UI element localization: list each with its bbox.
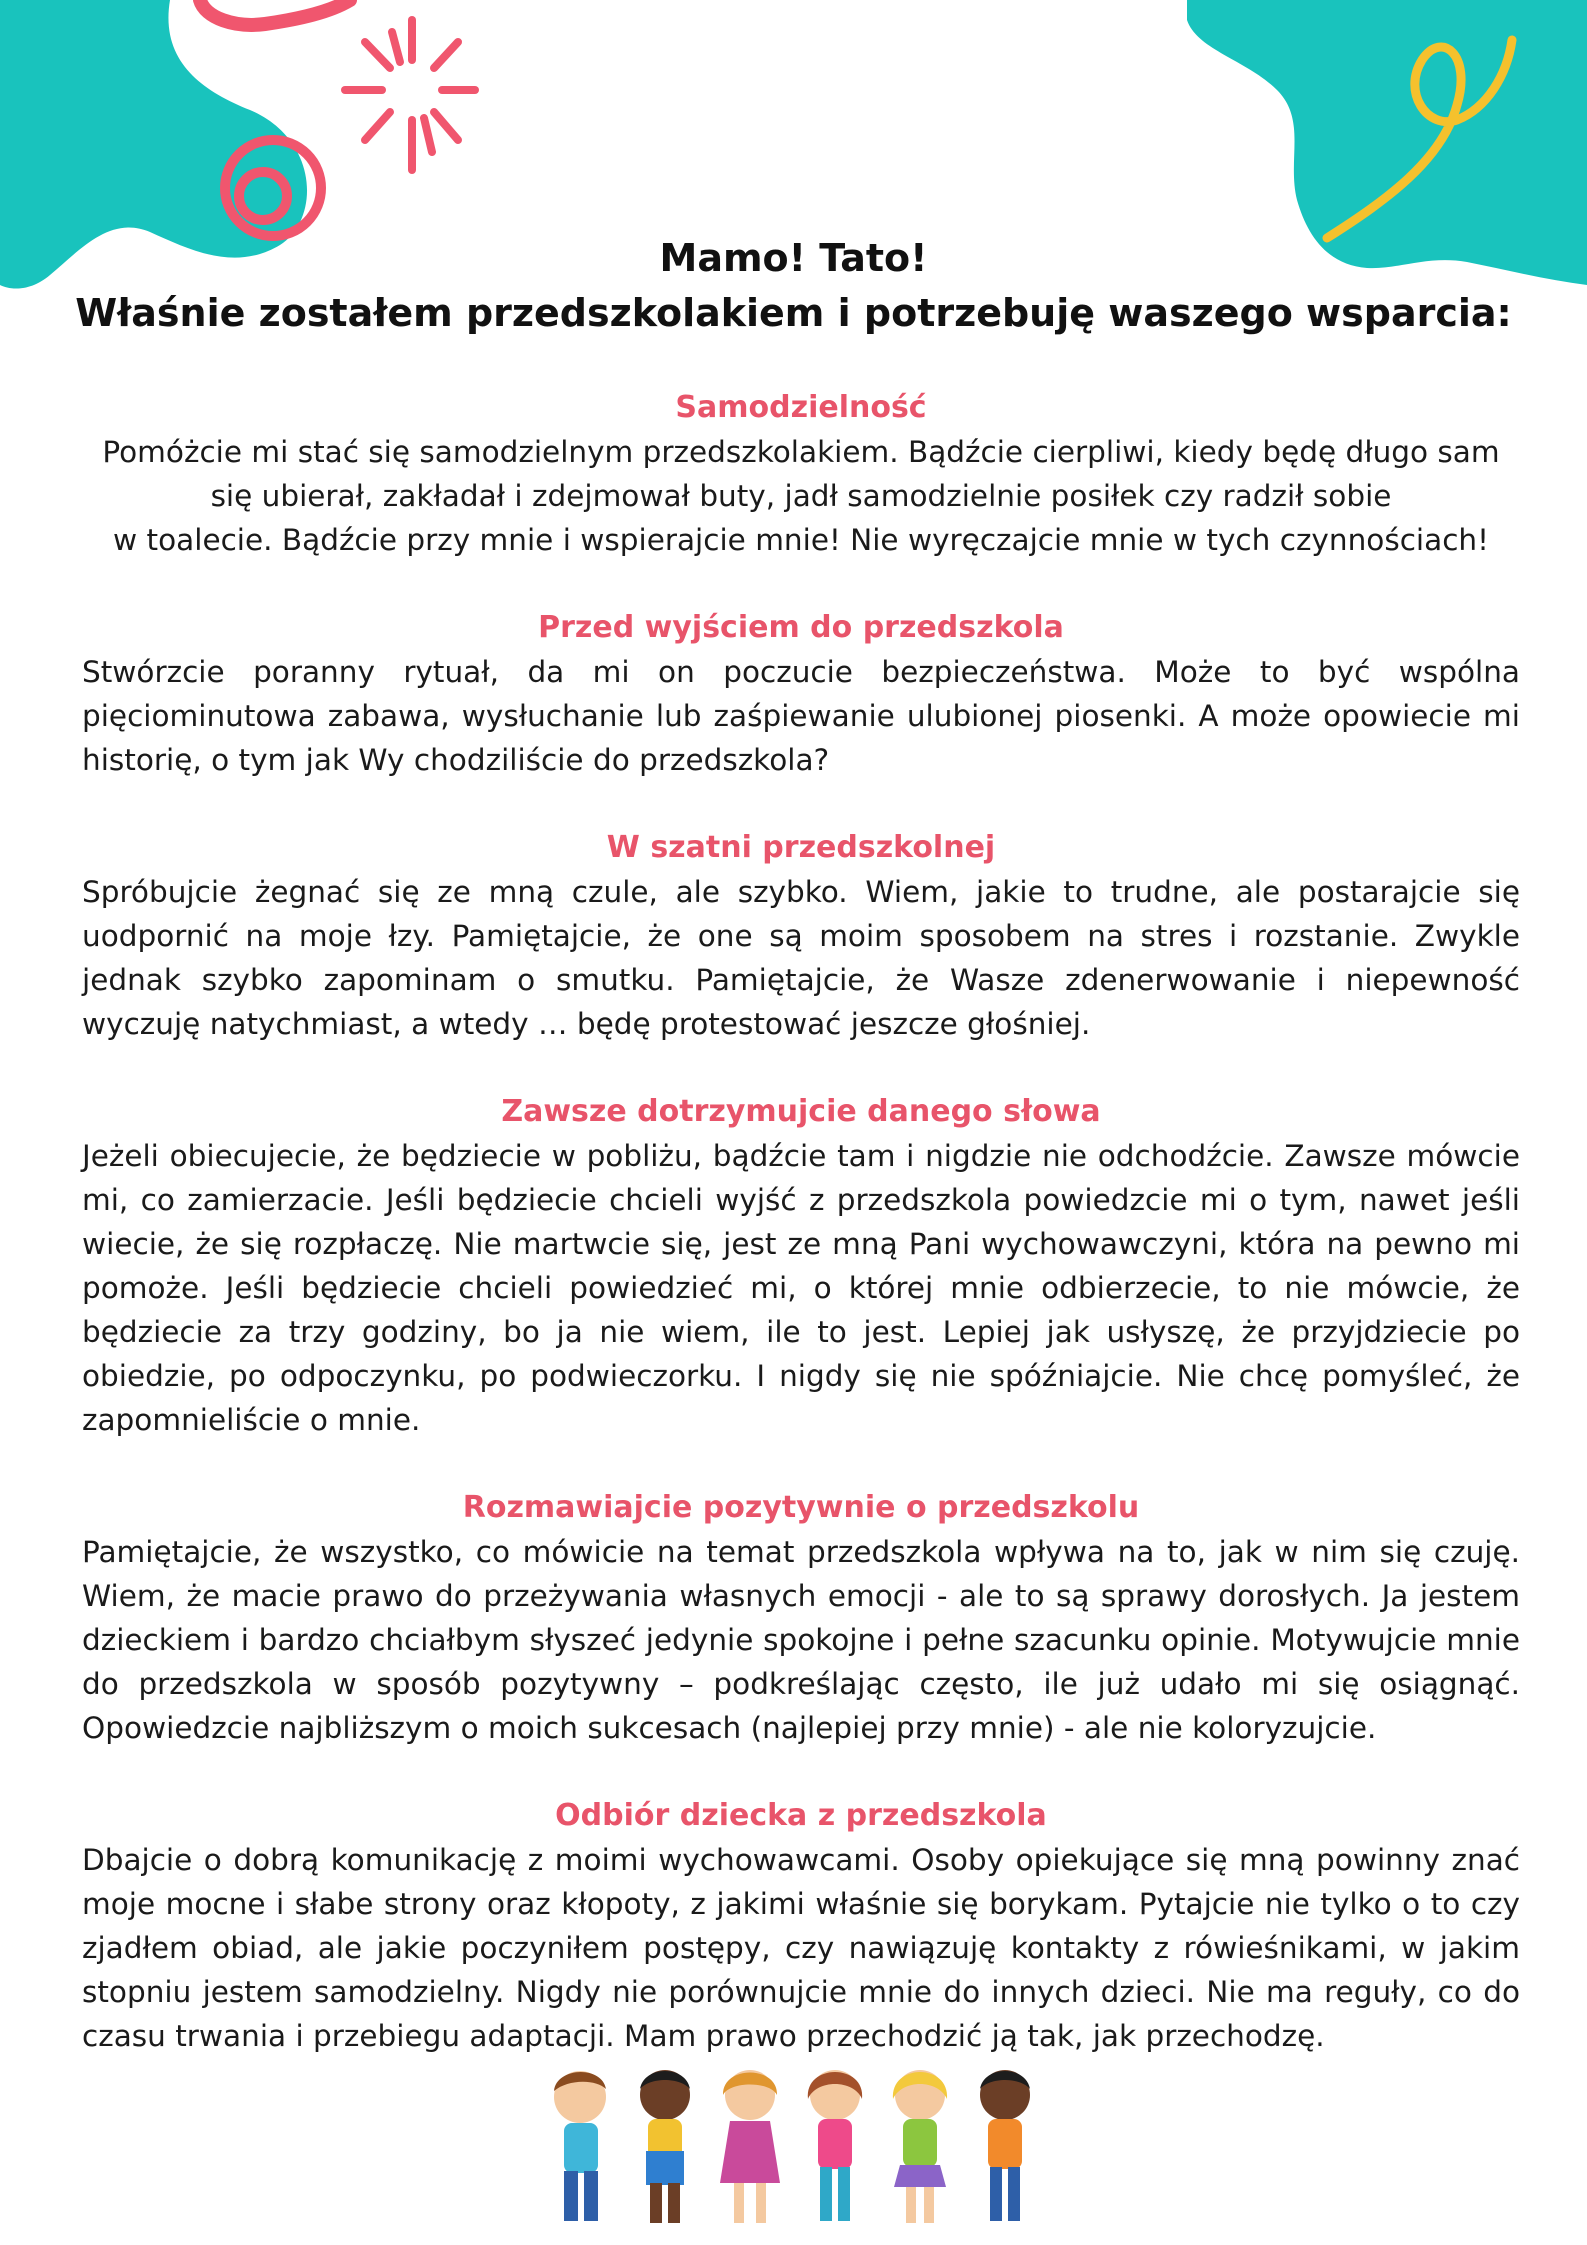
section-rozmawiajcie-pozytywnie [82, 1486, 1520, 1750]
section-heading: Odbiór dziecka z przedszkola [555, 1798, 1047, 1833]
paragraph-line: historię, o tym jak Wy chodziliście do przedszkola? [82, 743, 830, 777]
section-heading: Samodzielność [675, 390, 927, 425]
paragraph-line: pięciominutowa zabawa, wysłuchanie lub zaśpiewanie ulubionej piosenki. A może opowiecie mi [82, 699, 1520, 733]
paragraph-line: do przedszkola w sposób pozytywny – podkreślając często, ile już udało mi się osiągnąć. [82, 1667, 1520, 1701]
child-figure [808, 2070, 862, 2221]
paragraph-line: Spróbujcie żegnać się ze mną czule, ale szybko. Wiem, jakie to trudne, ale postarajcie się [82, 875, 1520, 909]
paragraph-line: Wiem, że macie prawo do przeżywania własnych emocji - ale to są sprawy dorosłych. Ja jestem [82, 1579, 1520, 1613]
child-figure [554, 2071, 606, 2221]
section-heading: Rozmawiajcie pozytywnie o przedszkolu [462, 1490, 1140, 1525]
paragraph-line: w toalecie. Bądźcie przy mnie i wspierajcie mnie! Nie wyręczajcie mnie w tych czynnościach! [113, 523, 1489, 557]
paragraph-line: zapomnieliście o mnie. [82, 1403, 421, 1437]
paragraph-line: Dbajcie o dobrą komunikację z moimi wychowawcami. Osoby opiekujące się mną powinny znać [82, 1843, 1520, 1877]
paragraph-line: zjadłem obiad, ale jakie poczyniłem postępy, czy nawiązuję kontakty z rówieśnikami, w jakim [82, 1931, 1520, 1965]
child-figure [893, 2070, 947, 2223]
paragraph-line: Stwórzcie poranny rytuał, da mi on poczucie bezpieczeństwa. Może to być wspólna [82, 655, 1520, 689]
section-odbior-dziecka [82, 1794, 1520, 2058]
section-dotrzymujcie-slowa [82, 1090, 1520, 1442]
paragraph-line: obiedzie, po odpoczynku, po podwieczorku. I nigdy się nie spóźniajcie. Nie chcę pomyśleć, że [82, 1359, 1520, 1393]
child-figure [640, 2070, 690, 2223]
paragraph-line: moje mocne i słabe strony oraz kłopoty, z jakimi właśnie się borykam. Pytajcie nie tylko o to czy [82, 1887, 1520, 1921]
page-title-line-1: Mamo! Tato! [659, 236, 928, 280]
paragraph-line: wyczuję natychmiast, a wtedy … będę protestować jeszcze głośniej. [82, 1007, 1091, 1041]
section-heading: Zawsze dotrzymujcie danego słowa [501, 1094, 1101, 1129]
red-burst-doodle [345, 20, 475, 170]
red-arc-doodle [200, 0, 350, 25]
paragraph-line: Jeżeli obiecujecie, że będziecie w pobliżu, bądźcie tam i nigdzie nie odchodźcie. Zawsze mówcie [82, 1139, 1520, 1173]
paragraph-line: się ubierał, zakładał i zdejmował buty, jadł samodzielnie posiłek czy radził sobie [210, 479, 1392, 513]
paragraph-line: pomoże. Jeśli będziecie chcieli powiedzieć mi, o której mnie odbierzecie, to nie mówcie, że [82, 1271, 1520, 1305]
paragraph-line: Opowiedzcie najbliższym o moich sukcesach (najlepiej przy mnie) - ale nie koloryzujcie. [82, 1711, 1377, 1745]
child-figure [720, 2070, 780, 2223]
paragraph-line: czasu trwania i przebiegu adaptacji. Mam prawo przechodzić ją tak, jak przechodzę. [82, 2019, 1325, 2053]
section-heading: Przed wyjściem do przedszkola [538, 610, 1064, 645]
paragraph-line: będziecie za trzy godziny, bo ja nie wiem, ile to jest. Lepiej jak usłyszę, że przyjdziecie po [82, 1315, 1520, 1349]
paragraph-line: dzieckiem i bardzo chciałbym słyszeć jedynie spokojne i pełne szacunku opinie. Motywujcie mnie [82, 1623, 1520, 1657]
section-przed-wyjsciem [82, 606, 1520, 782]
paragraph-line: Pomóżcie mi stać się samodzielnym przedszkolakiem. Bądźcie cierpliwi, kiedy będę długo sam [102, 435, 1500, 469]
paragraph-line: uodpornić na moje łzy. Pamiętajcie, że one są moim sposobem na stres i rozstanie. Zwykle [82, 919, 1520, 953]
paragraph-line: Pamiętajcie, że wszystko, co mówicie na temat przedszkola wpływa na to, jak w nim się czuję. [82, 1535, 1520, 1569]
section-samodzielnosc [82, 386, 1520, 562]
section-w-szatni [82, 826, 1520, 1046]
child-figure [980, 2070, 1030, 2221]
paragraph-line: jednak szybko zapominam o smutku. Pamiętajcie, że Wasze zdenerwowanie i niepewność [82, 963, 1520, 997]
paragraph-line: mi, co zamierzacie. Jeśli będziecie chcieli wyjść z przedszkola powiedzcie mi o tym, nawet jeśli [82, 1183, 1520, 1217]
children-holding-hands-illustration [540, 2055, 1050, 2240]
paragraph-line: stopniu jestem samodzielny. Nigdy nie porównujcie mnie do innych dzieci. Nie ma reguły, co do [82, 1975, 1520, 2009]
paragraph-line: wiecie, że się rozpłaczę. Nie martwcie się, jest ze mną Pani wychowawczyni, która na pewno mi [82, 1227, 1520, 1261]
page-title-line-2: Właśnie zostałem przedszkolakiem i potrzebuję waszego wsparcia: [75, 291, 1512, 335]
section-heading: W szatni przedszkolnej [606, 830, 996, 865]
